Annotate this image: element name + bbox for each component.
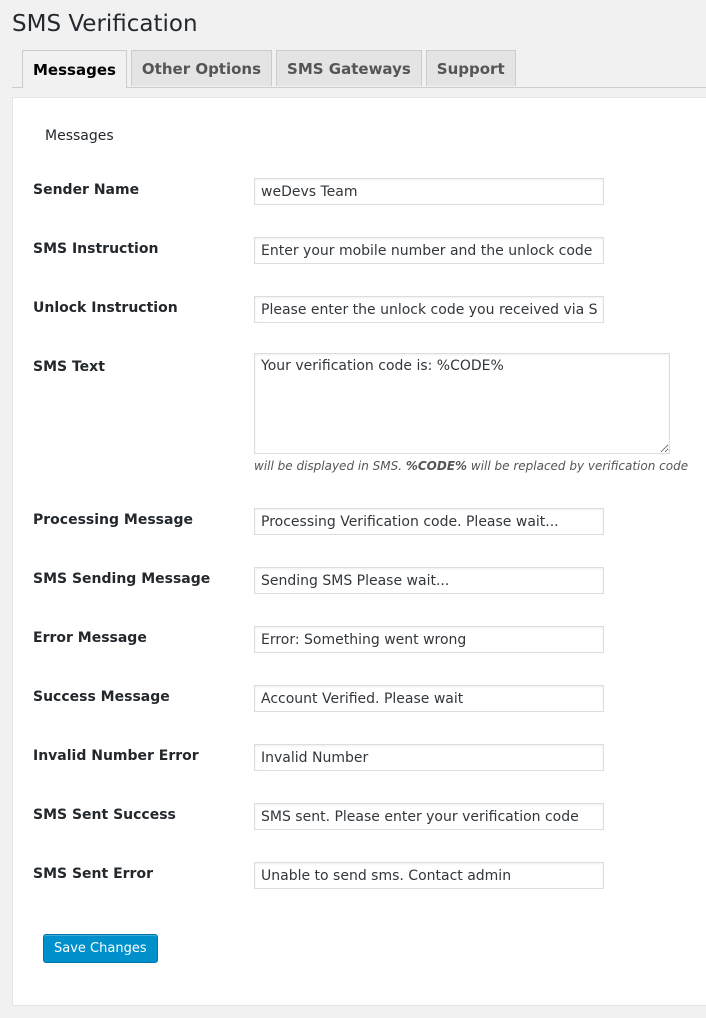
page-title: SMS Verification — [12, 11, 198, 37]
settings-panel — [12, 97, 706, 1006]
sms-text-textarea[interactable] — [254, 353, 670, 454]
sms-instruction-label: SMS Instruction — [33, 241, 159, 257]
sms-text-help-prefix: will be displayed in SMS. — [254, 459, 406, 473]
nav-tabs — [22, 50, 516, 88]
sms-sending-message-input[interactable] — [254, 567, 604, 594]
sms-sent-error-label: SMS Sent Error — [33, 866, 153, 882]
unlock-instruction-input[interactable] — [254, 296, 604, 323]
section-title: Messages — [45, 128, 114, 144]
success-message-label: Success Message — [33, 689, 170, 705]
sender-name-label: Sender Name — [33, 182, 140, 198]
tab-sms-gateways[interactable]: SMS Gateways — [276, 50, 422, 86]
sms-sent-error-input[interactable] — [254, 862, 604, 889]
sms-sending-message-label: SMS Sending Message — [33, 571, 211, 587]
save-changes-button[interactable]: Save Changes — [43, 934, 158, 963]
success-message-input[interactable] — [254, 685, 604, 712]
sms-sent-success-input[interactable] — [254, 803, 604, 830]
sms-text-help — [254, 459, 688, 473]
invalid-number-error-label: Invalid Number Error — [33, 748, 199, 764]
sms-instruction-input[interactable] — [254, 237, 604, 264]
processing-message-label: Processing Message — [33, 512, 193, 528]
tab-messages[interactable]: Messages — [22, 50, 127, 89]
sms-text-label: SMS Text — [33, 359, 105, 375]
invalid-number-error-input[interactable] — [254, 744, 604, 771]
tab-other-options[interactable]: Other Options — [131, 50, 272, 86]
sender-name-input[interactable] — [254, 178, 604, 205]
processing-message-input[interactable] — [254, 508, 604, 535]
unlock-instruction-label: Unlock Instruction — [33, 300, 178, 316]
sms-sent-success-label: SMS Sent Success — [33, 807, 176, 823]
error-message-label: Error Message — [33, 630, 147, 646]
sms-text-help-suffix: will be replaced by verification code — [467, 459, 689, 473]
sms-text-help-code: %CODE% — [405, 459, 468, 473]
error-message-input[interactable] — [254, 626, 604, 653]
tab-support[interactable]: Support — [426, 50, 516, 86]
